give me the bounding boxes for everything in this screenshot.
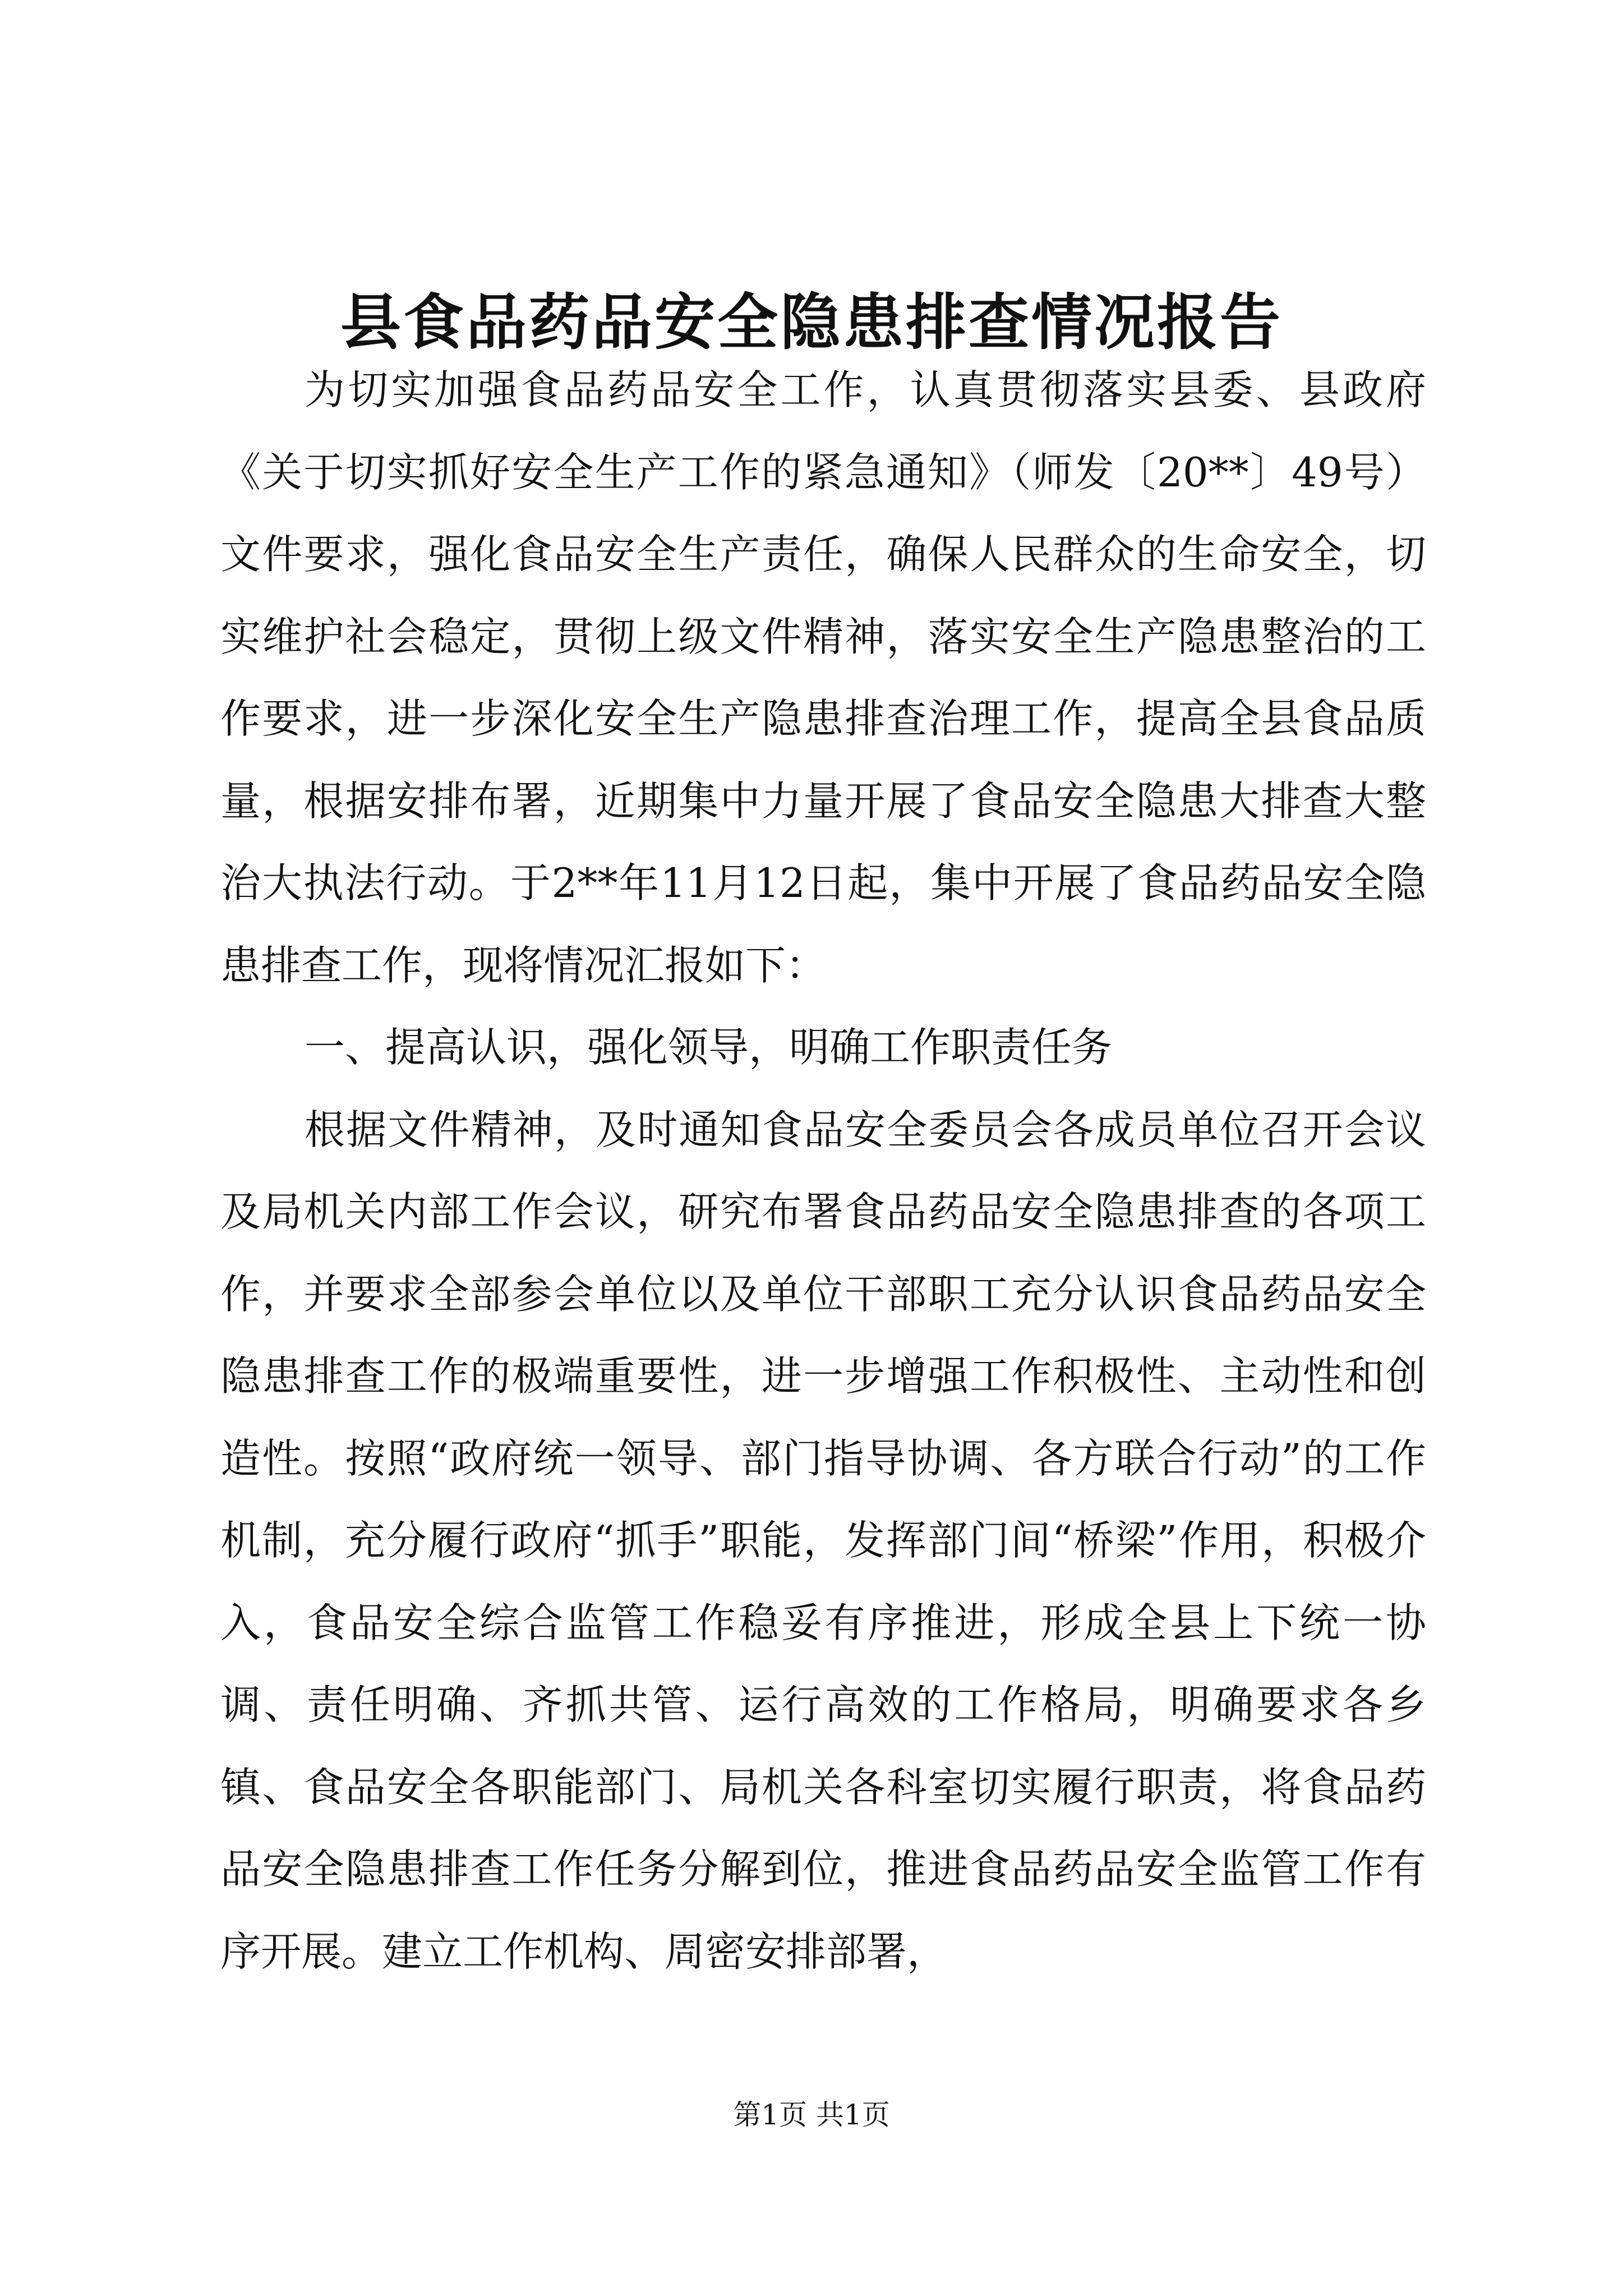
intro-paragraph: 为切实加强食品药品安全工作，认真贯彻落实县委、县政府《关于切实抓好安全生产工作的紧急通知》（师发〔20**〕49号）文件要求，强化食品安全生产责任，确保人民群众的生命安全，切实维护社会稳定，贯彻上级文件精神，落实安全生产隐患整治的工作要求，进一步深化安全生产隐患排查治理工作，提高全县食品质量，根据安排布署，近期集中力量开展了食品安全隐患大排查大整治大执法行动。于2**年11月12日起，集中开展了食品药品安全隐患排查工作，现将情况汇报如下： (220, 366, 1426, 989)
document-body (220, 349, 1426, 1993)
section-heading-1: 一、提高认识，强化领导，明确工作职责任务 (305, 1024, 1113, 1071)
document-title: 县食品药品安全隐患排查情况报告 (340, 287, 1283, 358)
section-1-paragraph: 根据文件精神，及时通知食品安全委员会各成员单位召开会议及局机关内部工作会议，研究布署食品药品安全隐患排查的各项工作，并要求全部参会单位以及单位干部职工充分认识食品药品安全隐患排查工作的极端重要性，进一步增强工作积极性、主动性和创造性。按照“政府统一领导、部门指导协调、各方联合行动”的工作机制，充分履行政府“抓手”职能，发挥部门间“桥梁”作用，积极介入，食品安全综合监管工作稳妥有序推进，形成全县上下统一协调、责任明确、齐抓共管、运行高效的工作格局，明确要求各乡镇、食品安全各职能部门、局机关各科室切实履行职责，将食品药品安全隐患排查工作任务分解到位，推进食品药品安全监管工作有序开展。建立工作机构、周密安排部署， (220, 1106, 1426, 1975)
page-footer: 第1页 共1页 (733, 2099, 890, 2131)
